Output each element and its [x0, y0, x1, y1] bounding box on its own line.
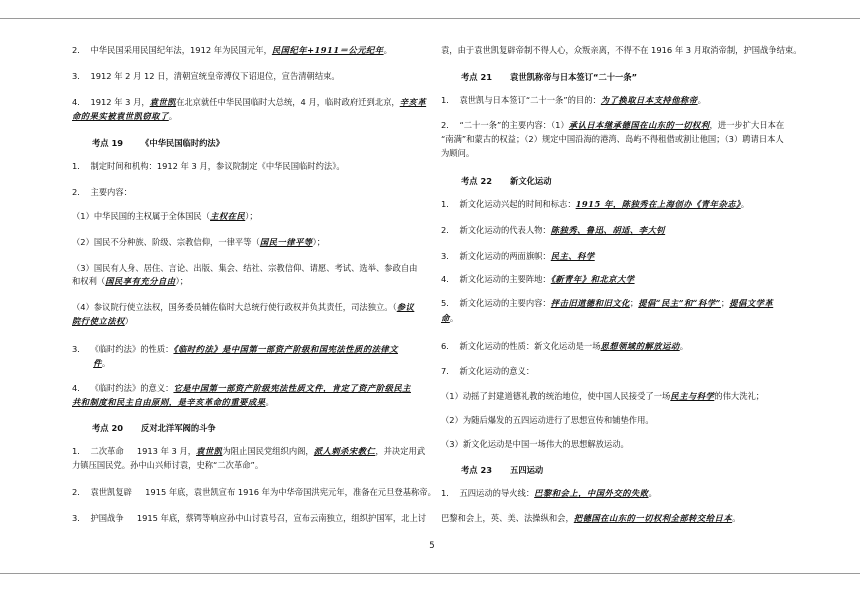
text-run: 。: [265, 397, 274, 407]
text-line: [72, 301, 424, 314]
section-title: 反对北洋军阀的斗争: [141, 423, 216, 433]
text-line: [72, 210, 424, 223]
page-number: 5: [429, 541, 435, 551]
text-run: 1. 新文化运动兴起的时间和标志：: [441, 199, 576, 209]
answer-underlined: 1915 年，陈独秀在上海创办《青年杂志》: [575, 199, 741, 209]
text-run: 为顾问。: [441, 148, 475, 158]
text-run: 3. 护国战争 1915 年底，蔡锷等响应孙中山讨袁号召，宣布云南独立，组织护国军，北上讨: [72, 513, 427, 523]
text-line: [72, 343, 424, 356]
answer-underlined: 提倡“民主”和“科学”: [638, 298, 721, 308]
text-run: 的伟大洗礼；: [714, 391, 765, 401]
text-line: [441, 340, 790, 353]
text-run: 6. 新文化运动的性质：新文化运动是一场: [441, 341, 601, 351]
answer-underlined: 民主、科学: [550, 251, 595, 261]
answer-underlined: 参议: [396, 302, 415, 312]
answer-underlined: 它是中国第一部资产阶级宪法性质文件，肯定了资产阶级民主: [173, 383, 411, 393]
text-line: [441, 250, 790, 263]
text-line: [72, 512, 427, 525]
answer-underlined: 思想领域的解放运动: [600, 341, 680, 351]
section-heading: [92, 422, 424, 435]
answer-underlined: 承认日本继承德国在山东的一切权利: [568, 120, 710, 130]
answer-underlined: 《临时约法》是中国第一部资产阶级和国宪法性质的法律文: [173, 344, 399, 354]
section-heading: [92, 137, 424, 150]
text-line: [72, 445, 424, 458]
answer-underlined: 院行使立法权: [72, 316, 125, 326]
answer-underlined: 提倡文学革: [729, 298, 774, 308]
section-number: 考点 22: [461, 176, 493, 186]
section-title: 新文化运动: [510, 176, 552, 186]
answer-underlined: 抨击旧道德和旧文化: [550, 298, 630, 308]
text-line: [72, 459, 424, 472]
answer-underlined: 陈独秀、鲁迅、胡适、李大钊: [550, 225, 666, 235]
text-run: 3. 《临时约法》的性质：: [72, 344, 174, 354]
text-run: 2. 中华民国采用民国纪年法，1912 年为民国元年，: [72, 45, 272, 55]
text-run: 。: [697, 95, 706, 105]
answer-underlined: 命: [441, 313, 450, 323]
text-line: [72, 357, 424, 370]
text-run: 力镇压国民党。孙中山兴师讨袁，史称“二次革命”。: [72, 460, 264, 470]
text-run: 为阻止国民党组织内阁，: [222, 446, 314, 456]
text-line: [72, 96, 427, 109]
section-title: 五四运动: [510, 465, 544, 475]
answer-underlined: 袁世凯: [196, 446, 223, 456]
text-run: 1. 袁世凯与日本签订“二十一条”的目的：: [441, 95, 601, 105]
text-line: [72, 315, 424, 328]
text-line: [441, 297, 790, 310]
answer-underlined: 把德国在山东的一切权利全部转交给日本: [573, 513, 733, 523]
answer-underlined: 国民享有充分自由: [105, 276, 176, 286]
answer-underlined: 《新青年》和北京大学: [550, 274, 635, 284]
answer-underlined: 民主与科学: [670, 391, 715, 401]
text-run: 3. 新文化运动的两面旗帜：: [441, 251, 551, 261]
section-number: 考点 19: [92, 138, 124, 148]
text-run: 。: [732, 513, 741, 523]
text-run: 2. 主要内容：: [72, 187, 132, 197]
text-run: 。: [383, 45, 392, 55]
text-run: （2）国民不分种族、阶级、宗教信仰，一律平等（: [72, 237, 260, 247]
text-line: [72, 236, 424, 249]
text-run: 2. 新文化运动的代表人物：: [441, 225, 551, 235]
text-line: [441, 487, 790, 500]
text-run: ，进一步扩大日本在: [709, 120, 785, 130]
text-run: （1）中华民国的主权属于全体国民（: [72, 211, 211, 221]
section-heading: [461, 71, 790, 84]
text-run: ，并决定用武: [375, 446, 426, 456]
text-run: 1. 制定时间和机构：1912 年 3 月，参议院制定《中华民国临时约法》。: [72, 161, 345, 171]
text-line: [441, 365, 790, 378]
answer-underlined: 辛亥革: [399, 97, 427, 107]
section-title: 《中华民国临时约法》: [141, 138, 225, 148]
text-run: ）；: [312, 237, 326, 247]
text-run: 。: [168, 111, 178, 121]
text-run: 2. 袁世凯复辟 1915 年底，袁世凯宣布 1916 年为中华帝国洪宪元年，准备在元旦登基称帝。: [72, 487, 436, 497]
text-line: [72, 275, 424, 288]
text-line: [72, 70, 424, 83]
answer-underlined: 袁世凯: [149, 97, 177, 107]
text-run: 袁，由于袁世凯复辟帝制不得人心，众叛亲离，不得不在 1916 年 3 月取消帝制，护国战争结束。: [441, 45, 802, 55]
text-run: ）: [124, 316, 134, 326]
section-title: 袁世凯称帝与日本签订“二十一条”: [510, 72, 638, 82]
answer-underlined: 国民一律平等: [259, 237, 313, 247]
text-run: 2. “二十一条”的主要内容：（1）: [441, 120, 569, 130]
answer-underlined: 主权在民: [210, 211, 246, 221]
text-line: [441, 198, 790, 211]
text-run: ；: [720, 298, 730, 308]
text-run: [72, 358, 93, 368]
text-line: [441, 44, 802, 57]
text-run: （2）为随后爆发的五四运动进行了思想宣传和铺垫作用。: [441, 415, 654, 425]
text-run: 。: [679, 341, 689, 351]
text-run: 。: [740, 199, 750, 209]
text-run: 。: [449, 313, 459, 323]
text-line: [441, 512, 790, 525]
section-heading: [461, 464, 790, 477]
text-line: [441, 312, 790, 325]
section-number: 考点 20: [92, 423, 124, 433]
bottom-rule: [0, 573, 860, 574]
text-line: [72, 382, 424, 395]
text-run: （1）动摇了封建道德礼教的统治地位，使中国人民接受了一场: [441, 391, 671, 401]
text-run: 7. 新文化运动的意义：: [441, 366, 535, 376]
text-line: [72, 396, 424, 409]
text-run: 巴黎和会上，英、美、法操纵和会，: [441, 513, 574, 523]
text-run: 1. 二次革命 1913 年 3 月，: [72, 446, 197, 456]
text-line: [441, 94, 790, 107]
text-run: 4. 1912 年 3 月，: [72, 97, 150, 107]
text-run: 。: [101, 358, 111, 368]
text-line: [441, 133, 790, 146]
text-line: [441, 224, 790, 237]
section-number: 考点 21: [461, 72, 493, 82]
answer-underlined: 民国纪年+1911＝公元纪年: [271, 45, 384, 55]
text-line: [441, 438, 790, 451]
text-line: [441, 414, 790, 427]
answer-underlined: 为了换取日本支持他称帝: [600, 95, 698, 105]
answer-underlined: 派人刺杀宋教仁: [313, 446, 376, 456]
text-run: 5. 新文化运动的主要内容：: [441, 298, 551, 308]
answer-underlined: 巴黎和会上，中国外交的失败: [534, 488, 649, 498]
text-run: 3. 1912 年 2 月 12 日，清朝宣统皇帝溥仪下诏退位，宣告清朝结束。: [72, 71, 340, 81]
text-run: 在北京就任中华民国临时大总统，4 月，临时政府迁到北京，: [176, 97, 400, 107]
text-line: [441, 390, 790, 403]
answer-underlined: 件: [93, 358, 102, 368]
answer-underlined: 共和制度和民主自由原则，是辛亥革命的重要成果: [72, 397, 266, 407]
text-run: ）；: [245, 211, 258, 221]
text-run: 1. 五四运动的导火线：: [441, 488, 535, 498]
section-heading: [461, 175, 790, 188]
text-run: （4）参议院行使立法权，国务委员辅佐临时大总统行使行政权并负其责任，司法独立。（: [72, 302, 397, 312]
text-line: [72, 262, 424, 275]
top-rule: [0, 18, 860, 19]
text-line: [72, 160, 424, 173]
text-run: ）；: [175, 276, 189, 286]
text-line: [441, 147, 790, 160]
text-run: 和权利（: [72, 276, 106, 286]
text-run: 4. 《临时约法》的意义：: [72, 383, 174, 393]
text-run: （3）国民有人身、居住、言论、出版、集会、结社、宗教信仰、请愿、考试、选举、参政自由: [72, 263, 418, 273]
text-line: [441, 119, 790, 132]
text-line: [72, 486, 436, 499]
text-line: [72, 186, 424, 199]
text-run: “南满”和蒙古的权益；（2）规定中国沿海的港湾、岛屿不得租借或割让他国；（3）聘请日本人: [441, 134, 784, 144]
answer-underlined: 命的果实被袁世凯窃取了: [72, 111, 169, 121]
text-run: ；: [629, 298, 639, 308]
section-number: 考点 23: [461, 465, 493, 475]
text-run: 4. 新文化运动的主要阵地：: [441, 274, 551, 284]
text-line: [72, 44, 424, 57]
text-line: [441, 273, 790, 286]
text-run: （3）新文化运动是中国一场伟大的思想解放运动。: [441, 439, 629, 449]
text-run: 。: [648, 488, 657, 498]
text-line: [72, 110, 424, 123]
